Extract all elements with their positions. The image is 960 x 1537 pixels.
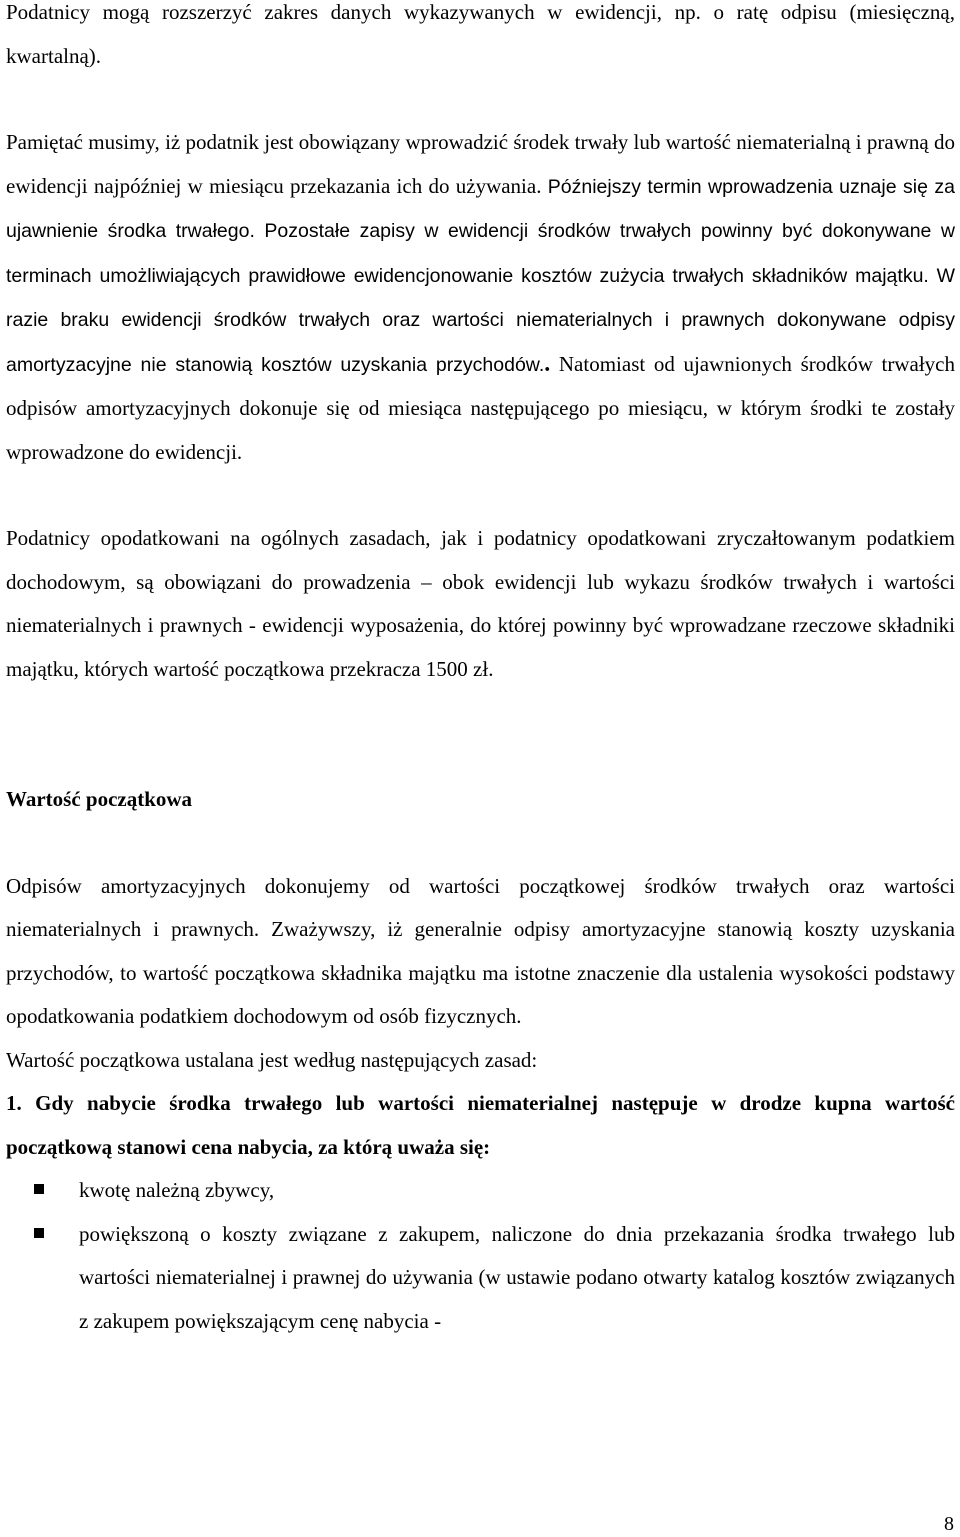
- bullet-list: [6, 1169, 955, 1343]
- paragraph-rules-intro: [6, 1039, 955, 1083]
- bold-period: .: [544, 350, 551, 377]
- paragraph-text-sans: Późniejszy termin wprowadzenia uznaje się za ujawnienie środka trwałego. Pozostałe zapisy w ewidencji środków trwałych powinny być dokonywane w terminach umożliwiających prawidłowe ewidencjonowanie kosztów zużycia trwałych składników majątku.: [6, 175, 955, 287]
- list-item: [6, 1213, 955, 1344]
- paragraph-extend-records: [6, 0, 955, 78]
- list-item-text: kwotę należną zbywcy,: [79, 1178, 275, 1202]
- paragraph-text-sans: W razie braku ewidencji środków trwałych oraz wartości niematerialnych i prawnych dokonywane odpisy amortyzacyjne nie stanowią kosztów uzyskania przychodów.: [6, 264, 955, 376]
- paragraph-purchase-rule: [6, 1082, 955, 1169]
- square-bullet-icon: [34, 1228, 44, 1238]
- section-gap: [6, 691, 955, 778]
- page-number: 8: [944, 1513, 954, 1535]
- paragraph-text: Odpisów amortyzacyjnych dokonujemy od wartości początkowej środków trwałych oraz wartości niematerialnych i prawnych. Zważywszy, iż generalnie odpisy amortyzacyjne stanowią koszty uzyskania przychodów, to wartość początkowa składnika majątku ma istotne znaczenie dla ustalenia wysokości podstawy opodatkowania podatkiem dochodowym od osób fizycznych.: [6, 873, 955, 1028]
- paragraph-gap: [6, 474, 955, 517]
- paragraph-text: Podatnicy opodatkowani na ogólnych zasadach, jak i podatnicy opodatkowani zryczałtowanym podatkiem dochodowym, są obowiązani do prowadzenia – obok ewidencji lub wykazu środków trwałych i wartości niematerialnych i prawnych - ewidencji wyposażenia, do której powinny być wprowadzane rzeczowe składniki majątku, których wartość początkowa przekracza 1500 zł.: [6, 526, 955, 681]
- paragraph-text: Natomiast od ujawnionych środków trwałych odpisów amortyzacyjnych dokonuje się od miesiąca następującego po miesiącu, w którym środki te zostały wprowadzone do ewidencji.: [6, 351, 956, 464]
- paragraph-text: Wartość początkowa ustalana jest według następujących zasad:: [6, 1047, 538, 1072]
- paragraph-equipment-records: [6, 517, 955, 691]
- paragraph-gap: [6, 822, 955, 865]
- document-page: [6, 0, 955, 1343]
- paragraph-registration-deadline: [6, 121, 955, 474]
- list-item-text: powiększoną o koszty związane z zakupem, naliczone do dnia przekazania środka trwałego lub wartości niematerialnej i prawnej do używania (w ustawie podano otwarty katalog kosztów związanych z zakupem powiększającym cenę nabycia -: [79, 1221, 955, 1333]
- section-heading: Wartość początkowa: [6, 787, 193, 811]
- square-bullet-icon: [34, 1184, 44, 1194]
- list-item: [6, 1169, 955, 1213]
- paragraph-text: Podatnicy mogą rozszerzyć zakres danych wykazywanych w ewidencji, np. o ratę odpisu (miesięczną, kwartalną).: [6, 0, 955, 68]
- paragraph-initial-value: [6, 865, 955, 1039]
- paragraph-gap: [6, 78, 955, 121]
- paragraph-text: Pamiętać musimy, iż podatnik jest obowiązany wprowadzić środek trwały lub wartość niematerialną i prawną do ewidencji najpóźniej w miesiącu przekazania ich do używania.: [6, 130, 955, 198]
- paragraph-text-bold: 1. Gdy nabycie środka trwałego lub wartości niematerialnej następuje w drodze kupna wartość początkową stanowi cena nabycia, za którą uważa się:: [6, 1091, 955, 1159]
